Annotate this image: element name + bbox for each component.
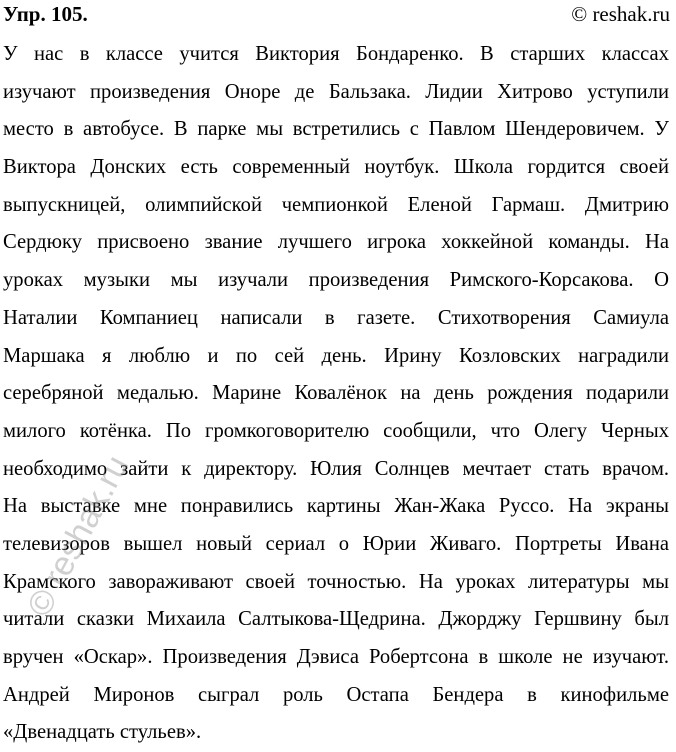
text-line: вручен «Оскар». Произведения Дэвиса Робертсона в школе не изучают.: [3, 646, 669, 668]
text-line: Наталии Компаниец написали в газете. Стихотворения Самиула: [3, 306, 669, 329]
watermark-logo: © reshak.ru: [20, 449, 137, 623]
exercise-text: [3, 36, 669, 752]
text-line: уроках музыки мы изучали произведения Римского-Корсакова. О: [3, 269, 669, 292]
text-line: На выставке мне понравились картины Жан-Жака Руссо. На экраны: [3, 495, 669, 518]
text-line: телевизоров вышел новый сериал о Юрии Живаго. Портреты Ивана: [3, 532, 669, 555]
text-line: Маршака я люблю и по сей день. Ирину Козловских наградили: [3, 344, 669, 367]
text-line: Крамского завораживают своей точностью. На уроках литературы мы: [3, 570, 669, 593]
text-line: Виктора Донских есть современный ноутбук. Школа гордится своей: [3, 156, 669, 179]
text-line: изучают произведения Оноре де Бальзака. Лидии Хитрово уступили: [3, 80, 669, 103]
exercise-header: [3, 0, 670, 28]
text-line: читали сказки Михаила Салтыкова-Щедрина. Джорджу Гершвину был: [3, 608, 669, 631]
text-line: серебряной медалью. Марине Ковалёнок на день рождения подарили: [3, 382, 669, 405]
text-line: необходимо зайти к директору. Юлия Солнцев мечтает стать врачом.: [3, 457, 669, 480]
exercise-title: Упр. 105.: [3, 1, 88, 26]
text-line: У нас в классе учится Виктория Бондаренко. В старших классах: [3, 43, 669, 65]
text-line: Сердюку присвоено звание лучшего игрока хоккейной команды. На: [3, 231, 669, 254]
text-line: Андрей Миронов сыграл роль Остапа Бендера в кинофильме: [3, 683, 669, 706]
text-line: «Двенадцать стульев».: [3, 721, 202, 744]
text-line: милого котёнка. По громкоговорителю сообщили, что Олегу Черных: [3, 419, 669, 442]
copyright-label: © reshak.ru: [571, 1, 670, 26]
text-line: место в автобусе. В парке мы встретились с Павлом Шендеровичем. У: [3, 118, 669, 141]
text-line: выпускницей, олимпийской чемпионкой Еленой Гармаш. Дмитрию: [3, 193, 669, 216]
